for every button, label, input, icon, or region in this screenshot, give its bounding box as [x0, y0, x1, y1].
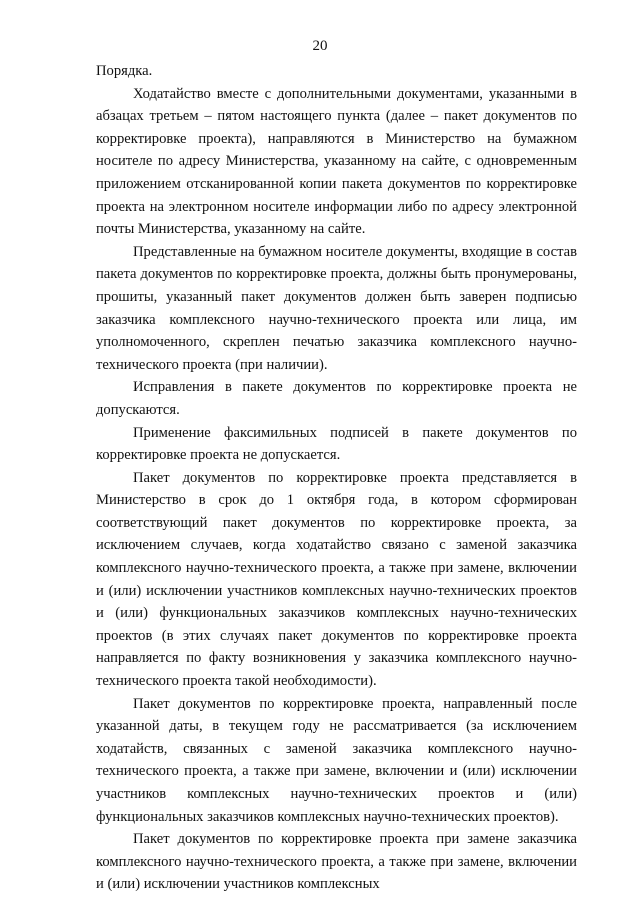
paragraph-1: Порядка.	[96, 63, 153, 79]
page-number: 20	[312, 38, 328, 54]
paragraph-5: Применение факсимильных подписей в пакете документов по корректировке проекта не допускается.	[96, 424, 577, 464]
paragraph-2: Ходатайство вместе с дополнительными документами, указанными в абзацах третьем – пятом настоящего пункта (далее – пакет документов по корректировке проекта), направляются в Министерство на бумажном носителе по адресу Министерства, указанному на сайте, с одновременным приложением отсканированной копии пакета документов по корректировке проекта на электронном носителе информации либо по адресу электронной почты Министерства, указанному на сайте.	[96, 85, 577, 238]
paragraph-6: Пакет документов по корректировке проекта представляется в Министерство в срок до 1 октября года, в котором сформирован соответствующий пакет документов по корректировке проекта, за исключением случаев, когда ходатайство связано с заменой заказчика комплексного научно-технического проекта, а также при замене, включении и (или) исключении участников комплексных научно-технических проектов и (или) функциональных заказчиков комплексных научно-технических проектов (в этих случаях пакет документов по корректировке проекта направляется по факту возникновения у заказчика комплексного научно-технического проекта такой необходимости).	[96, 469, 577, 690]
paragraph-3: Представленные на бумажном носителе документы, входящие в состав пакета документов по корректировке проекта, должны быть пронумерованы, прошиты, указанный пакет документов должен быть заверен подписью заказчика комплексного научно-технического проекта или лица, им уполномоченного, скреплен печатью заказчика комплексного научно-технического проекта (при наличии).	[96, 243, 577, 373]
document-body	[96, 60, 577, 896]
paragraph-7: Пакет документов по корректировке проекта, направленный после указанной даты, в текущем году не рассматривается (за исключением ходатайств, связанных с заменой заказчика комплексного научно-технического проекта, а также при замене, включении и (или) исключении участников комплексных научно-технических проектов и (или) функциональных заказчиков комплексных научно-технических проектов).	[96, 695, 577, 825]
paragraph-8: Пакет документов по корректировке проекта при замене заказчика комплексного научно-технического проекта, а также при замене, включении и (или) исключении участников комплексных	[96, 831, 577, 893]
paragraph-4: Исправления в пакете документов по корректировке проекта не допускаются.	[96, 379, 577, 418]
